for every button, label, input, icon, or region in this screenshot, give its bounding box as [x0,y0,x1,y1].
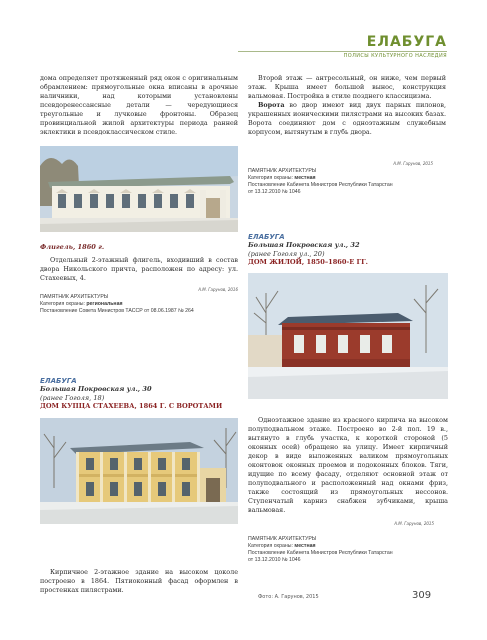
gate-text: во двор имеют вид двух парных пилонов, украшенных ионическими пилястрами на высоких базах. Ворота соединяют дом с одноэтажным служебным корпусом, вытянутым в глубь двора. [248,101,446,136]
city-label: ЕЛАБУГА [40,377,77,385]
red-house-description [248,416,448,515]
monument-decree-date: от 13.12.2010 № 1046 [248,557,301,563]
photo-reference-1: А.М. Гарунов, 2015 [393,161,433,166]
photo-yellow-merchant-house [40,418,238,524]
monument-info-1 [248,168,448,196]
monument-info-outbuilding [40,294,240,315]
photo-reference-2: А.М. Гарунов, 2016 [198,287,238,292]
monument-category [40,301,240,308]
former-address-label: (ранее Гоголя, 18) [40,393,105,402]
outbuilding-title: Флигель, 1860 г. [40,243,105,251]
header-divider [238,51,447,52]
photo-credit: Фото: А. Гарунов, 2015 [258,594,319,600]
address-label: Большая Покровская ул., 32 [248,241,360,249]
monument-heading: ПАМЯТНИК АРХИТЕКТУРЫ [248,536,317,542]
right-top-text-block [248,74,446,137]
category-label: Категория охраны: [40,301,87,307]
page-header-title: ЕЛАБУГА [366,34,447,50]
left-top-text: дома определяет протяженный ряд окон с оригинальным обрамлением: прямоугольные окна вписаны в арочные наличники, над которыми установлены псевдоренессансные детали — чередующиеся треугольные и лучковые фронтоны. Образец провинциальной жилой архитектуры периода ранней эклектики в псевдоклассическом стиле. [40,74,238,136]
house-32-heading [248,233,448,266]
outbuilding-description [40,256,238,283]
right-top-paragraph-1: Второй этаж — антресольный, он ниже, чем первый этаж. Крыша имеет большой вынос, конструкция вальмовая. Постройка в стиле позднего классицизма. [248,74,446,100]
former-address-label: (ранее Гоголя ул., 20) [248,249,325,258]
monument-category [248,175,448,182]
monument-decree-date: от 13.12.2010 № 1046 [248,189,301,195]
photo-red-brick-house [248,273,448,399]
category-value: местная [294,543,316,549]
monument-category [248,543,448,550]
building-name: ДОМ ЖИЛОЙ, 1850–1860-Е ГГ. [248,258,368,266]
monument-decree: Постановление Кабинета Министров Республики Татарстан [248,550,393,556]
photo-reference-3: А.М. Гарунов, 2015 [394,521,434,526]
address-label: Большая Покровская ул., 30 [40,385,152,393]
monument-decree: Постановление Совета Министров ТАССР от 08.06.1987 № 264 [40,308,194,314]
photo-white-house [40,146,238,232]
page-number: 309 [412,590,432,601]
category-value: региональная [86,301,123,307]
category-label: Категория охраны: [248,543,295,549]
building-name: ДОМ КУПЦА СТАХЕЕВА, 1864 Г. С ВОРОТАМИ [40,402,223,410]
merchant-house-text: Кирпичное 2-этажное здание на высоком цоколе построено в 1864. Пятиоконный фасад оформлен в простенках пилястрами. [40,568,238,594]
monument-heading: ПАМЯТНИК АРХИТЕКТУРЫ [248,168,317,174]
monument-decree: Постановление Кабинета Министров Республики Татарстан [248,182,393,188]
monument-heading: ПАМЯТНИК АРХИТЕКТУРЫ [40,294,109,300]
category-value: местная [294,175,316,181]
left-top-paragraph [40,74,238,137]
red-house-text: Одноэтажное здание из красного кирпича на высоком полуподвальном этаже. Построено во 2-й пол. 19 в., вытянуто в глубь участка, к короткой стороной (5 оконных осей) обращено на улицу. Имеет кирпичный декор в виде выложенных валиком прямоугольных оконтовок оконных проемов и подоконных блоков. Тяги, идущие по всему фасаду, отделяют основной этаж от полуподвального и расположенный над окнами фриз, также состоящий из прямоугольных нессонов. Ступенчатый карниз снабжен зубчиками, крыша вальмовая. [248,416,448,514]
merchant-house-description [40,568,238,595]
outbuilding-text: Отдельный 2-этажный флигель, входивший в состав двора Никольского причта, расположен по адресу: ул. Стахеевых, 4. [40,256,238,282]
page-header-subtitle: ПОЛИСЫ КУЛЬТУРНОГО НАСЛЕДИЯ [343,53,447,59]
gate-lead-word: Ворота [258,101,285,109]
right-top-paragraph-2 [248,101,446,137]
merchant-house-heading [40,377,240,410]
city-label: ЕЛАБУГА [248,233,285,241]
monument-info-2 [248,536,448,564]
category-label: Категория охраны: [248,175,295,181]
